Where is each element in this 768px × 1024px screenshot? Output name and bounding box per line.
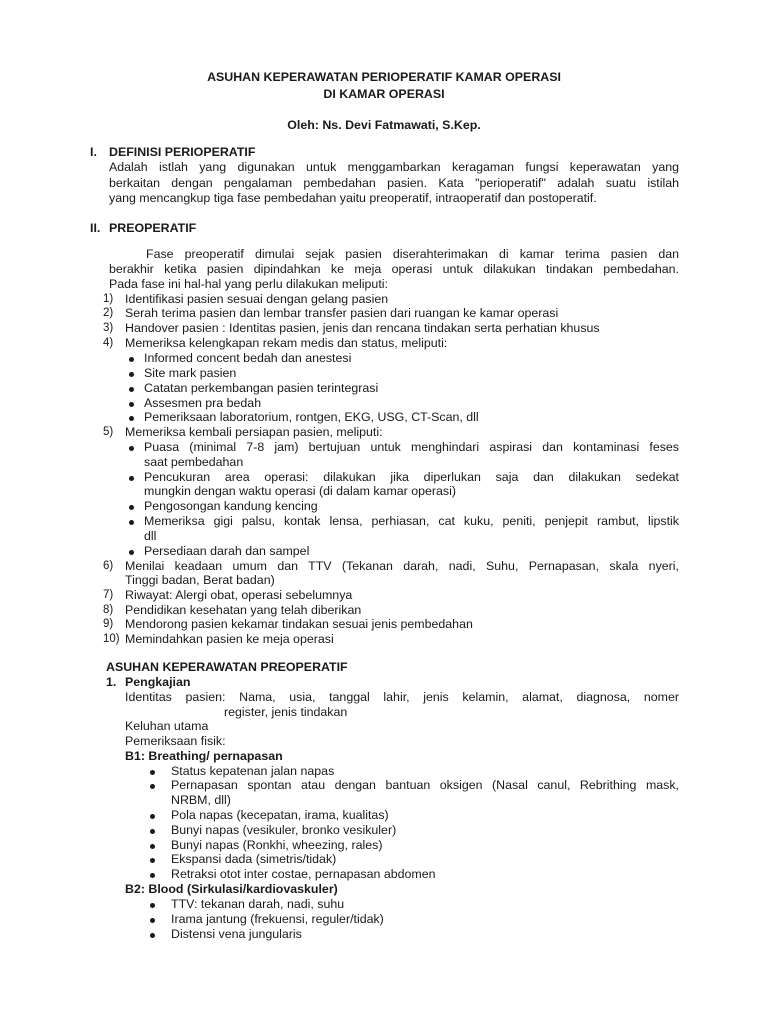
bullet-icon	[129, 520, 134, 525]
bullet-item: Pemeriksaan laboratorium, rontgen, EKG, USG, CT-Scan, dll	[144, 410, 479, 424]
section3-heading: ASUHAN KEPERAWATAN PREOPERATIF	[106, 660, 348, 674]
bullet-item: Memeriksa gigi palsu, kontak lensa, perhiasan, cat kuku, peniti, penjepit rambut, lipstik	[144, 514, 679, 528]
bullet-item: Puasa (minimal 7-8 jam) bertujuan untuk menghindari aspirasi dan kontaminasi feses	[144, 440, 679, 454]
bullet-icon	[150, 844, 155, 849]
bullet-item: Informed concent bedah dan anestesi	[144, 351, 352, 365]
bullet-item: Persediaan darah dan sampel	[144, 544, 310, 558]
bullet-item: TTV: tekanan darah, nadi, suhu	[171, 897, 345, 911]
section2-intro-line: Fase preoperatif dimulai sejak pasien diserahterimakan di kamar terima pasien dan	[146, 247, 679, 261]
bullet-item: Assesmen pra bedah	[144, 396, 262, 410]
bullet-icon	[129, 476, 134, 481]
bullet-item-cont: mungkin dengan waktu operasi (di dalam kamar operasi)	[144, 484, 456, 498]
list-number: 2)	[103, 307, 114, 319]
list-number: 3)	[103, 322, 114, 334]
section2-intro-line: berakhir ketika pasien dipindahkan ke meja operasi untuk dilakukan tindakan pembedahan.	[109, 262, 679, 276]
list-item: Identifikasi pasien sesuai dengan gelang pasien	[125, 292, 389, 306]
list-item: Memindahkan pasien ke meja operasi	[125, 632, 334, 646]
bullet-icon	[150, 784, 155, 789]
bullet-icon	[129, 387, 134, 392]
bullet-icon	[150, 858, 155, 863]
section2-heading: PREOPERATIF	[109, 221, 197, 235]
bullet-icon	[150, 903, 155, 908]
b2-heading: B2: Blood (Sirkulasi/kardiovaskuler)	[125, 882, 338, 896]
bullet-item: Site mark pasien	[144, 366, 237, 380]
subsection-number: 1.	[106, 675, 117, 689]
bullet-icon	[129, 372, 134, 377]
bullet-icon	[129, 550, 134, 555]
section1-heading: DEFINISI PERIOPERATIF	[109, 145, 256, 159]
bullet-item-cont: saat pembedahan	[144, 455, 244, 469]
bullet-item: Pengosongan kandung kencing	[144, 499, 318, 513]
keluhan-line: Keluhan utama	[125, 719, 209, 733]
list-number: 4)	[103, 337, 114, 349]
bullet-item: Irama jantung (frekuensi, reguler/tidak)	[171, 912, 384, 926]
bullet-item: Pencukuran area operasi: dilakukan jika diperlukan saja dan dilakukan sedekat	[144, 470, 679, 484]
list-number: 7)	[103, 589, 114, 601]
list-number: 1)	[103, 293, 114, 305]
section1-para-line: yang mencangkup tiga fase pembedahan yaitu preoperatif, intraoperatif dan postoperatif.	[109, 191, 597, 205]
list-item: Memeriksa kelengkapan rekam medis dan status, meliputi:	[125, 336, 448, 350]
list-item: Memeriksa kembali persiapan pasien, meliputi:	[125, 425, 383, 439]
list-item: Handover pasien : Identitas pasien, jenis dan rencana tindakan serta perhatian khusus	[125, 321, 600, 335]
identitas-line: Identitas pasien: Nama, usia, tanggal lahir, jenis kelamin, alamat, diagnosa, nomer	[125, 690, 679, 704]
section2-intro-line: Pada fase ini hal-hal yang perlu dilakukan meliputi:	[109, 277, 388, 291]
list-item: Pendidikan kesehatan yang telah diberikan	[125, 603, 362, 617]
bullet-icon	[150, 829, 155, 834]
list-number: 6)	[103, 560, 114, 572]
bullet-item: Status kepatenan jalan napas	[171, 764, 335, 778]
document-title-line1: ASUHAN KEPERAWATAN PERIOPERATIF KAMAR OPERASI	[207, 70, 561, 84]
section1-number: I.	[90, 145, 97, 159]
bullet-icon	[129, 357, 134, 362]
subsection-heading: Pengkajian	[125, 675, 191, 689]
list-number: 9)	[103, 618, 114, 630]
bullet-item: Distensi vena jungularis	[171, 927, 302, 941]
section1-para-line: Adalah istlah yang digunakan untuk menggambarkan keragaman fungsi keperawatan yang	[109, 160, 679, 174]
list-number: 5)	[103, 426, 114, 438]
identitas-line-cont: register, jenis tindakan	[224, 705, 348, 719]
list-item-cont: Tinggi badan, Berat badan)	[125, 573, 275, 587]
bullet-item: Retraksi otot inter costae, pernapasan abdomen	[171, 867, 436, 881]
bullet-icon	[129, 402, 134, 407]
bullet-item: Pola napas (kecepatan, irama, kualitas)	[171, 808, 389, 822]
bullet-icon	[150, 933, 155, 938]
bullet-item: Catatan perkembangan pasien terintegrasi	[144, 381, 379, 395]
list-item: Serah terima pasien dan lembar transfer pasien dari ruangan ke kamar operasi	[125, 306, 559, 320]
pemeriksaan-line: Pemeriksaan fisik:	[125, 734, 226, 748]
bullet-icon	[150, 918, 155, 923]
list-item: Menilai keadaan umum dan TTV (Tekanan darah, nadi, Suhu, Pernapasan, skala nyeri,	[125, 559, 679, 573]
b1-heading: B1: Breathing/ pernapasan	[125, 749, 283, 763]
bullet-icon	[129, 446, 134, 451]
bullet-icon	[150, 873, 155, 878]
section1-para-line: berkaitan dengan pengalaman pembedahan pasien. Kata "perioperatif" adalah suatu istilah	[109, 176, 679, 190]
bullet-item: Ekspansi dada (simetris/tidak)	[171, 852, 337, 866]
list-item: Mendorong pasien kekamar tindakan sesuai jenis pembedahan	[125, 617, 473, 631]
bullet-icon	[129, 505, 134, 510]
list-item: Riwayat: Alergi obat, operasi sebelumnya	[125, 588, 353, 602]
document-title-line2: DI KAMAR OPERASI	[323, 87, 445, 101]
list-number: 10)	[103, 633, 120, 645]
bullet-item-cont: dll	[144, 529, 157, 543]
bullet-icon	[129, 416, 134, 421]
bullet-item: Bunyi napas (Ronkhi, wheezing, rales)	[171, 838, 383, 852]
bullet-item: Bunyi napas (vesikuler, bronko vesikuler)	[171, 823, 397, 837]
bullet-item-cont: NRBM, dll)	[171, 793, 231, 807]
bullet-icon	[150, 814, 155, 819]
bullet-icon	[150, 770, 155, 775]
list-number: 8)	[103, 604, 114, 616]
bullet-item: Pernapasan spontan atau dengan bantuan oksigen (Nasal canul, Rebrithing mask,	[171, 778, 679, 792]
section2-number: II.	[90, 221, 101, 235]
author-line: Oleh: Ns. Devi Fatmawati, S.Kep.	[287, 118, 481, 132]
